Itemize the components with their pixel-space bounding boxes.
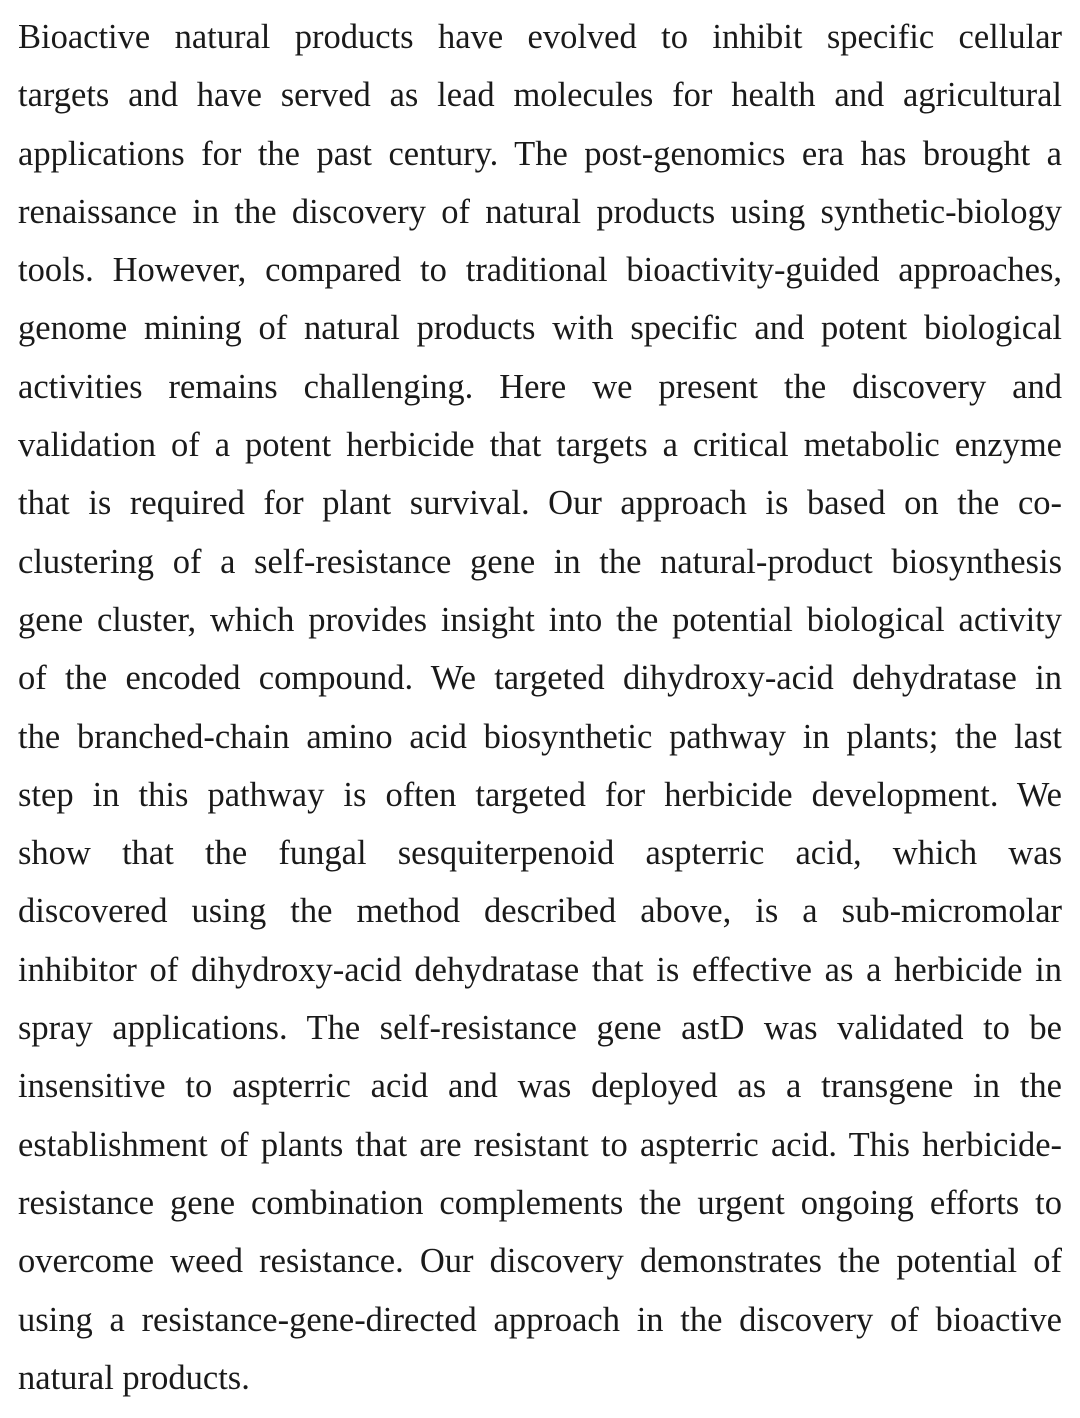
text-line: that is required for plant survival. Our approach is based on the co- [18,484,1062,523]
text-line: activities remains challenging. Here we present the discovery and [18,367,1062,406]
abstract-paragraph [18,8,1062,1407]
text-line: discovered using the method described above, is a sub-micromolar [18,892,1062,931]
text-line: the branched-chain amino acid biosynthetic pathway in plants; the last [18,717,1062,756]
text-line: targets and have served as lead molecules for health and agricultural [18,76,1062,115]
text-line: gene cluster, which provides insight into the potential biological activity [18,600,1062,639]
text-line: establishment of plants that are resistant to aspterric acid. This herbicide- [18,1125,1062,1164]
text-line: applications for the past century. The post-genomics era has brought a [18,134,1062,173]
text-line: renaissance in the discovery of natural products using synthetic-biology [18,192,1062,231]
text-line: overcome weed resistance. Our discovery demonstrates the potential of [18,1242,1062,1281]
text-line: validation of a potent herbicide that targets a critical metabolic enzyme [18,426,1062,465]
text-line: step in this pathway is often targeted for herbicide development. We [18,775,1062,814]
text-line: genome mining of natural products with specific and potent biological [18,309,1062,348]
text-line-last: natural products. [18,1358,250,1397]
text-line: clustering of a self-resistance gene in the natural-product biosynthesis [18,542,1062,581]
text-line: of the encoded compound. We targeted dihydroxy-acid dehydratase in [18,659,1062,698]
text-line: show that the fungal sesquiterpenoid aspterric acid, which was [18,834,1062,873]
text-line: resistance gene combination complements the urgent ongoing efforts to [18,1183,1062,1222]
text-line: spray applications. The self-resistance gene astD was validated to be [18,1009,1062,1048]
text-line: Bioactive natural products have evolved to inhibit specific cellular [18,18,1062,56]
text-line: using a resistance-gene-directed approach in the discovery of bioactive [18,1300,1062,1339]
text-line: insensitive to aspterric acid and was deployed as a transgene in the [18,1067,1062,1106]
text-line: tools. However, compared to traditional bioactivity-guided approaches, [18,251,1062,290]
text-line: inhibitor of dihydroxy-acid dehydratase that is effective as a herbicide in [18,950,1062,989]
